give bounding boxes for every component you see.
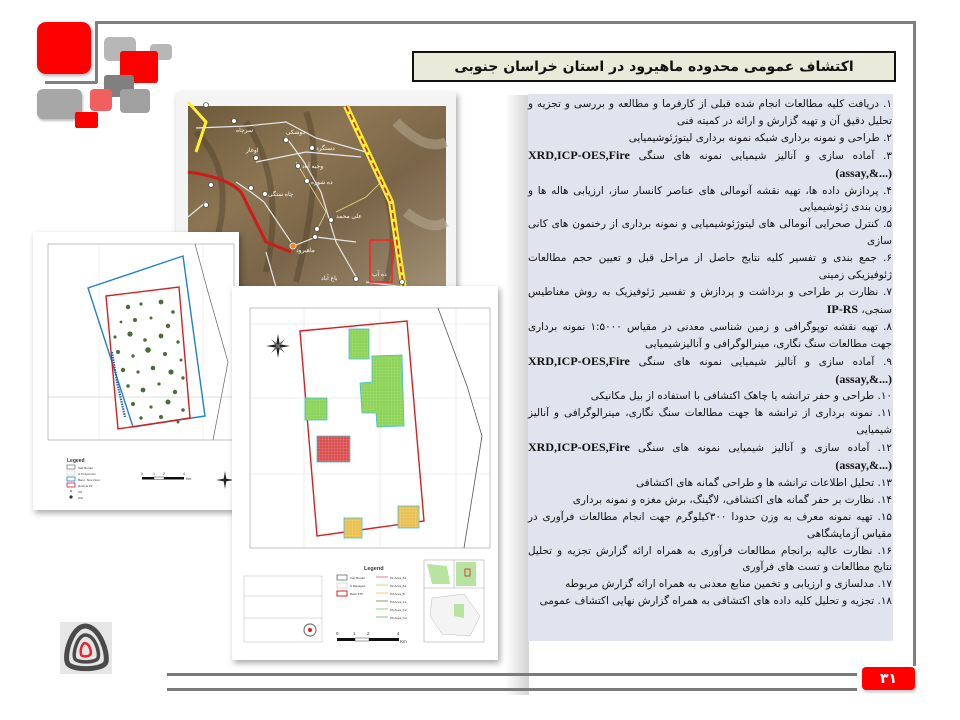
svg-text:وجیه آباد: وجیه آباد xyxy=(302,164,324,170)
svg-text:Legeed: Legeed xyxy=(67,458,85,464)
svg-text:2: 2 xyxy=(367,631,370,636)
task-text: طراحی و حفر ترانشه یا چاهک اکتشافی با استفاده از بیل مکانیکی xyxy=(590,390,875,403)
task-text: نظارت بر طراحی و برداشت و پردازش و تفسیر ژئوفیزیک به روش مغناطیس سنجی، xyxy=(528,285,892,316)
svg-text:S Managed: S Managed xyxy=(350,584,366,588)
task-text: آماده سازی و آنالیز شیمیایی نمونه های سنگی xyxy=(638,149,875,162)
svg-text:P1-Area_A1: P1-Area_A1 xyxy=(390,576,407,580)
svg-text:Rock at Pit: Rock at Pit xyxy=(78,484,93,488)
frame-right-line xyxy=(913,21,916,666)
task-text: دریافت کلیه مطالعات انجام شده قبلی از کارفرما و مطالعه و بررسی و تجزیه و تحلیل دقیق آن و تهیه گزارش و ارائه در کمیته فنی xyxy=(528,98,892,127)
task-number: ۱۷. xyxy=(877,578,892,591)
task-item xyxy=(528,439,892,475)
task-latin-text: XRD,ICP-OES,Fire (assay,&...) xyxy=(528,147,892,180)
svg-text:2: 2 xyxy=(163,472,165,476)
task-item xyxy=(528,388,892,405)
task-text: نظارت عالیه برانجام مطالعات فرآوری به همراه ارائه گزارش تجزیه و تحلیل نتایج مطالعات و تست های فرآوری xyxy=(528,544,892,574)
task-number: ۱۲. xyxy=(877,442,893,455)
svg-text:Bash ZTP: Bash ZTP xyxy=(350,592,364,596)
task-item xyxy=(528,216,892,250)
task-item xyxy=(528,509,892,543)
task-text: طراحی و نمونه برداری شبکه نمونه برداری لیتوژئوشیمیایی xyxy=(628,131,880,144)
task-item xyxy=(528,284,892,319)
task-text: کنترل صحرایی آنومالی های لیتوژئوشیمیایی و نمونه برداری از رخنمون های کانی سازی xyxy=(528,218,892,248)
task-number: ۱۸. xyxy=(877,595,892,608)
task-list xyxy=(528,96,892,610)
task-item xyxy=(528,475,892,492)
task-item xyxy=(528,96,892,130)
footer-line-top xyxy=(167,673,857,676)
svg-text:Km: Km xyxy=(186,477,192,481)
task-text: نظارت بر حفر گمانه های اکتشافی، لاگینگ، برش مغزه و نمونه برداری xyxy=(572,493,875,506)
svg-text:چاه سنگی: چاه سنگی xyxy=(268,192,294,198)
svg-text:Kab Border: Kab Border xyxy=(78,466,94,470)
logo-square-red-bottom xyxy=(75,112,98,128)
trench-planning-map xyxy=(232,286,498,660)
task-number: ۱۳. xyxy=(877,476,892,489)
task-text: آماده سازی و آنالیز شیمیایی نمونه های سنگی xyxy=(638,355,875,368)
task-item xyxy=(528,130,892,147)
frame-top-line xyxy=(95,21,915,24)
svg-text:Km: Km xyxy=(400,639,407,644)
page-number: ۳۱ xyxy=(879,670,898,687)
task-text: تجزیه و تحلیل کلیه داده های اکتشافی به همراه گزارش نهایی اکتشاف عمومی xyxy=(539,595,875,608)
task-number: ۳. xyxy=(883,149,892,162)
svg-text:P2-Area_A2: P2-Area_A2 xyxy=(390,584,407,588)
svg-text:1: 1 xyxy=(353,631,356,636)
task-item xyxy=(528,319,892,353)
task-item xyxy=(528,593,892,610)
svg-text:باغ آباد: باغ آباد xyxy=(321,276,338,282)
frame-left-line xyxy=(95,21,98,83)
task-text: تهیه نمونه معرف به وزن حدودا ۳۰۰کیلوگرم جهت انجام مطالعات فرآوری در مقیاس آزمایشگاهی xyxy=(528,510,892,540)
svg-text:ده شوره: ده شوره xyxy=(311,180,333,186)
svg-text:XS: XS xyxy=(78,490,83,494)
task-text: تحلیل اطلاعات ترانشه ها و طراحی گمانه های اکتشافی xyxy=(635,476,875,489)
svg-text:P4-Area_C1: P4-Area_C1 xyxy=(390,600,407,604)
task-number: ۱۶. xyxy=(877,544,892,557)
task-text: تهیه نقشه توپوگرافی و زمین شناسی معدنی در مقیاس ۱:۵۰۰۰ نمونه برداری جهت مطالعات سنگ نگاری، مینرالوگرافی و آنالیزشیمیایی xyxy=(528,320,892,350)
svg-text:WH: WH xyxy=(78,496,83,500)
task-item xyxy=(528,543,892,577)
task-text: آماده سازی و آنالیز شیمیایی نمونه های سنگی xyxy=(637,442,870,455)
svg-text:0: 0 xyxy=(141,472,143,476)
contour-logo-icon xyxy=(60,622,112,674)
task-number: ۵. xyxy=(883,218,892,231)
svg-text:1: 1 xyxy=(153,472,155,476)
svg-text:P5-Area_C2: P5-Area_C2 xyxy=(390,608,407,612)
task-number: ۱۱. xyxy=(877,407,892,420)
svg-text:4: 4 xyxy=(183,472,185,476)
frame-left-bar xyxy=(45,81,97,84)
svg-text:علی محمد: علی محمد xyxy=(336,214,362,220)
task-number: ۱۵. xyxy=(877,510,892,523)
company-logo xyxy=(60,622,112,674)
panel-shadow xyxy=(505,95,529,695)
task-text: مدلسازی و ارزیابی و تخمین منابع معدنی به همراه ارائه گزارش مربوطه xyxy=(565,578,875,591)
geochemical-sampling-map xyxy=(33,232,239,510)
task-latin-text: XRD,ICP-OES,Fire (assay,&...) xyxy=(528,440,892,473)
task-number: ۹. xyxy=(883,355,892,368)
task-item xyxy=(528,492,892,509)
task-item xyxy=(528,183,892,217)
task-text: پردازش داده ها، تهیه نقشه آنومالی های عناصر کانسار ساز، ارزیابی هاله ها و زون بندی ژئوشیمیایی xyxy=(528,184,892,214)
svg-text:Legend: Legend xyxy=(364,566,384,572)
task-latin-text: XRD,ICP-OES,Fire (assay,&...) xyxy=(528,353,892,386)
svg-text:سرچاه: سرچاه xyxy=(236,128,254,134)
task-number: ۷. xyxy=(883,285,892,298)
svg-text:0: 0 xyxy=(336,631,339,636)
task-text: نمونه برداری از ترانشه ها جهت مطالعات سنگ نگاری، مینرالوگرافی و آنالیز شیمیایی xyxy=(528,407,892,437)
svg-text:4: 4 xyxy=(397,631,400,636)
svg-text:ده آب: ده آب xyxy=(372,272,387,278)
footer-line-bottom xyxy=(167,688,857,691)
task-number: ۶. xyxy=(883,252,892,265)
svg-text:ماهیرود: ماهیرود xyxy=(296,248,315,254)
task-latin-text: IP-RS xyxy=(826,301,859,316)
svg-text:جوشکی: جوشکی xyxy=(286,130,307,136)
task-item xyxy=(528,250,892,284)
page-title: اکتشاف عمومی محدوده ماهیرود در استان خراسان جنوبی xyxy=(454,58,854,75)
task-number: ۲. xyxy=(883,131,892,144)
task-text: جمع بندی و تفسیر کلیه نتایج حاصل از مراحل قبل و تعیین حجم مطالعات ژئوفیزیکی زمینی xyxy=(528,252,892,282)
task-number: ۸. xyxy=(883,320,892,333)
page-title-box xyxy=(412,51,896,82)
geochemical-map-graphic xyxy=(33,232,239,510)
svg-text:دستگرد: دستگرد xyxy=(316,146,335,152)
logo-square-red-large xyxy=(37,22,91,74)
page-number-badge xyxy=(862,667,915,690)
svg-text:اوغاز: اوغاز xyxy=(246,148,259,154)
task-item xyxy=(528,405,892,439)
trench-map-graphic xyxy=(232,286,498,660)
logo-square-pink xyxy=(90,89,112,111)
svg-text:P3-Area_B: P3-Area_B xyxy=(390,592,405,596)
svg-text:P6-Area_C3: P6-Area_C3 xyxy=(390,616,407,620)
svg-text:G Polyconsin: G Polyconsin xyxy=(78,472,96,476)
logo-square-gray-mid xyxy=(120,89,150,113)
task-item xyxy=(528,576,892,593)
svg-text:Bann. Sine Dour: Bann. Sine Dour xyxy=(78,478,101,482)
task-number: ۱۰. xyxy=(877,390,892,403)
svg-text:Kao Border: Kao Border xyxy=(350,576,366,580)
task-item xyxy=(528,147,892,183)
task-number: ۱۴. xyxy=(877,493,892,506)
task-number: ۴. xyxy=(883,184,892,197)
task-item xyxy=(528,353,892,389)
task-number: ۱. xyxy=(883,98,893,110)
